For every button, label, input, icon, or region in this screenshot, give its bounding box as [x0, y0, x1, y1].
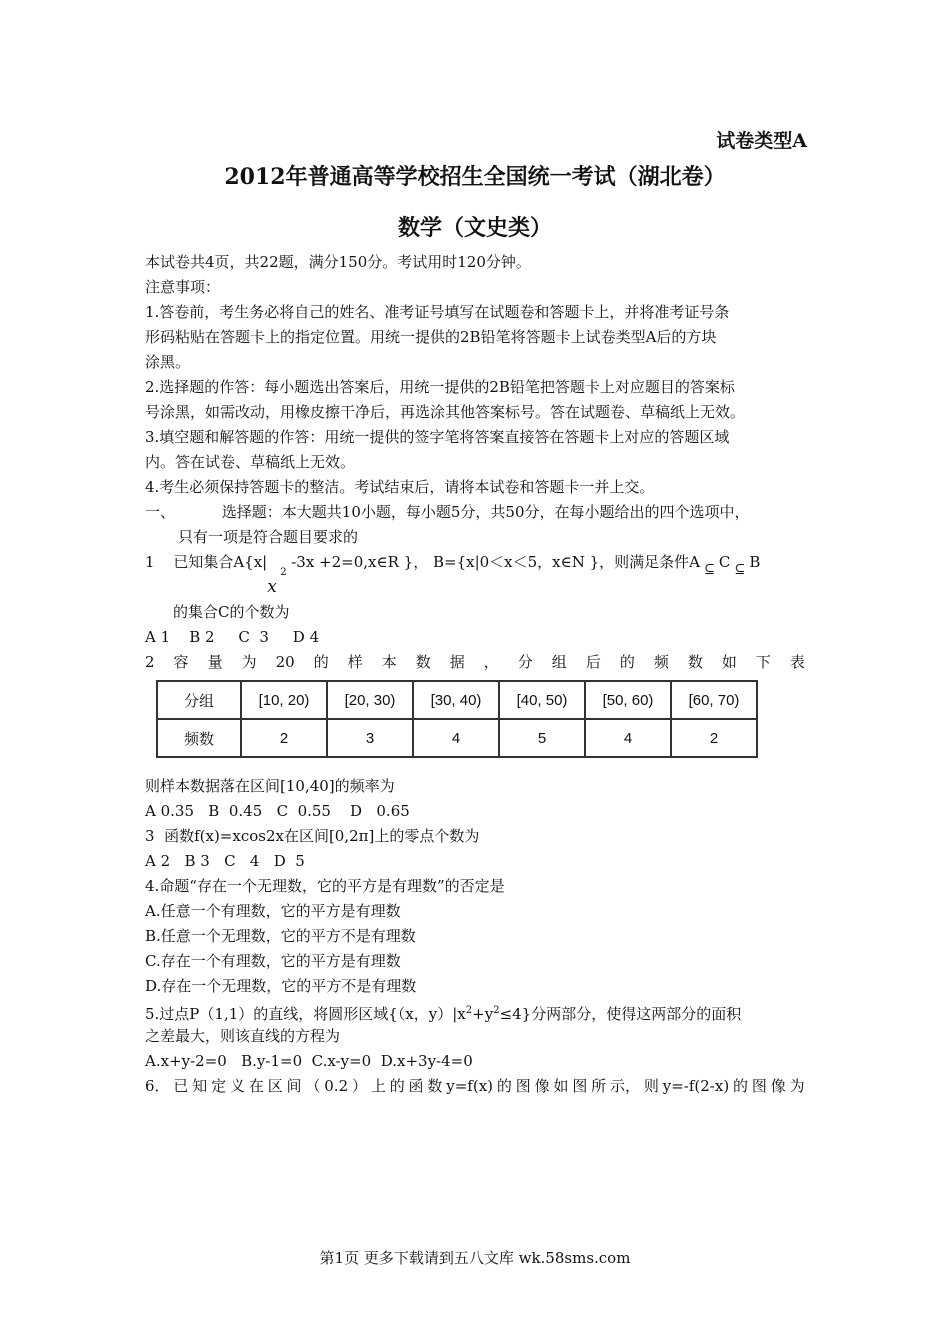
table-cell: [10, 20): [241, 681, 327, 719]
word: 在: [248, 1077, 264, 1095]
word: 为: [241, 653, 257, 671]
exam-title: 2012年普通高等学校招生全国统一考试（湖北卷）: [224, 164, 726, 190]
note-line: 1.答卷前，考生务必将自己的姓名、准考证号填写在试题卷和答题卡上，并将准考证号条: [145, 303, 730, 321]
table-cell: 5: [499, 719, 585, 757]
q4-option-b: B.任意一个无理数，它的平方不是有理数: [145, 927, 416, 945]
word: 如: [721, 653, 737, 671]
frequency-table: [156, 680, 758, 758]
word: 的: [619, 653, 635, 671]
word: 图: [751, 1077, 767, 1095]
word: （: [305, 1077, 321, 1095]
word: 分: [517, 653, 533, 671]
word: 的: [389, 1077, 405, 1095]
word: 的: [313, 653, 329, 671]
section-number: 一、: [145, 503, 176, 521]
question-3: 3 函数f(x)=xcos2x在区间[0,2π]上的零点个数为: [145, 827, 480, 845]
note-line: 形码粘贴在答题卡上的指定位置。用统一提供的2B铅笔将答题卡上试卷类型A后的方块: [145, 328, 717, 346]
section1-heading: [145, 502, 750, 522]
word: 容: [173, 653, 189, 671]
table-cell: 频数: [157, 719, 241, 757]
word: 下: [755, 653, 771, 671]
word: 已: [173, 1077, 189, 1095]
question-2: [145, 652, 805, 672]
word: 定: [211, 1077, 227, 1095]
table-cell: 3: [327, 719, 413, 757]
word: 频: [653, 653, 669, 671]
word: 6．: [145, 1077, 170, 1095]
word: 则: [643, 1077, 659, 1095]
q3-options: A 2 B 3 C 4 D 5: [145, 852, 305, 870]
word: 上: [370, 1077, 386, 1095]
table-cell: 分组: [157, 681, 241, 719]
word: 图: [572, 1077, 588, 1095]
word: 20: [275, 653, 295, 671]
word: 图: [515, 1077, 531, 1095]
q4-option-d: D.存在一个无理数，它的平方不是有理数: [145, 977, 417, 995]
q1-options: A 1 B 2 C 3 D 4: [145, 628, 320, 646]
section1-subheading: 只有一项是符合题目要求的: [178, 528, 359, 546]
word: 后: [585, 653, 601, 671]
word: 所: [591, 1077, 607, 1095]
word: 数: [415, 653, 431, 671]
q1-continuation: 的集合C的个数为: [173, 603, 290, 621]
paper-type-label: 试卷类型A: [716, 130, 807, 152]
note-line: 4.考生必须保持答题卡的整洁。考试结束后，请将本试卷和答题卡一并上交。: [145, 478, 655, 496]
note-line: 号涂黑，如需改动，用橡皮擦干净后，再选涂其他答案标号。答在试题卷、草稿纸上无效。: [145, 403, 746, 421]
table-cell: [60, 70): [671, 681, 757, 719]
table-cell: 2: [241, 719, 327, 757]
table-cell: 4: [585, 719, 671, 757]
q4-option-c: C.存在一个有理数，它的平方是有理数: [145, 952, 401, 970]
word: 区: [267, 1077, 283, 1095]
table-cell: 4: [413, 719, 499, 757]
word: 如: [553, 1077, 569, 1095]
word: 表: [789, 653, 805, 671]
q2-continuation: 则样本数据落在区间[10,40]的频率为: [145, 777, 395, 795]
word: 2: [145, 653, 155, 671]
word: 数: [427, 1077, 443, 1095]
question-6: [145, 1076, 805, 1096]
word: 示，: [610, 1077, 641, 1095]
word: 为: [789, 1077, 805, 1095]
q1-set-b: B: [749, 553, 761, 571]
word: ）: [351, 1077, 367, 1095]
note-line: 2.选择题的作答：每小题选出答案后，用统一提供的2B铅笔把答题卡上对应题目的答案标: [145, 378, 735, 396]
question-4: 4.命题“存在一个无理数，它的平方是有理数”的否定是: [145, 877, 505, 895]
q4-option-a: A.任意一个有理数，它的平方是有理数: [145, 902, 401, 920]
q5-text: +y: [472, 1005, 494, 1023]
word: 组: [551, 653, 567, 671]
q5-text: ≤4}分两部分，使得这两部分的面积: [499, 1005, 742, 1023]
q1-text: -3x +2=0,x∈R }， B={x|0＜x＜5，x∈N }，则满足条件A: [291, 553, 701, 571]
word: 像: [534, 1077, 550, 1095]
note-line: 3.填空题和解答题的作答：用统一提供的签字笔将答案直接答在答题卡上对应的答题区域: [145, 428, 730, 446]
word: 的: [733, 1077, 749, 1095]
notes-heading: 注意事项：: [145, 278, 221, 296]
word: 数: [687, 653, 703, 671]
word: 像: [770, 1077, 786, 1095]
note-line: 内。答在试卷、草稿纸上无效。: [145, 453, 356, 471]
word: y=-f(2-x): [662, 1077, 730, 1095]
word: 义: [229, 1077, 245, 1095]
table-row: [157, 719, 757, 757]
word: 知: [192, 1077, 208, 1095]
table-cell: 2: [671, 719, 757, 757]
word: 的: [496, 1077, 512, 1095]
q5-text: 5.过点P（1,1）的直线，将圆形区域{（x，y）|x: [145, 1005, 466, 1023]
intro-text: 本试卷共4页，共22题，满分150分。考试用时120分钟。: [145, 253, 531, 271]
word: ，: [483, 653, 499, 671]
superscript: 2: [465, 1005, 473, 1016]
question-5: [145, 1001, 741, 1024]
table-cell: [30, 40): [413, 681, 499, 719]
q5-options: A.x+y-2=0 B.y-1=0 C.x-y=0 D.x+3y-4=0: [145, 1052, 473, 1070]
table-cell: [50, 60): [585, 681, 671, 719]
table-cell: [40, 50): [499, 681, 585, 719]
exam-subtitle: 数学（文史类）: [397, 215, 552, 241]
word: 量: [207, 653, 223, 671]
word: y=f(x): [446, 1077, 494, 1095]
table-row: [157, 681, 757, 719]
q5-continuation: 之差最大，则该直线的方程为: [145, 1027, 341, 1045]
subset-symbol: ⊆: [734, 562, 746, 577]
superscript: 2: [493, 1005, 500, 1016]
word: 本: [381, 653, 397, 671]
question-1: 1 已知集合A{x| x 2 -3x +2=0,x∈R }， B={x|0＜x＜5，x∈N }，则满足条件A ⊆ C ⊆ B: [145, 553, 761, 597]
word: 0.2: [324, 1077, 349, 1095]
page-footer: 第1页 更多下载请到五八文库 wk.58sms.com: [319, 1249, 631, 1267]
note-line: 涂黑。: [145, 353, 191, 371]
q1-text: 已知集合A{x|: [173, 553, 268, 571]
word: 据: [449, 653, 465, 671]
q1-set-c: C: [718, 553, 731, 571]
question-number: 1: [145, 553, 155, 571]
q2-options: A 0.35 B 0.45 C 0.55 D 0.65: [145, 802, 410, 820]
subset-symbol: ⊆: [704, 562, 715, 577]
word: 样: [347, 653, 363, 671]
word: 函: [408, 1077, 424, 1095]
table-cell: [20, 30): [327, 681, 413, 719]
word: 间: [286, 1077, 302, 1095]
section-text: 选择题：本大题共10小题，每小题5分，共50分，在每小题给出的四个选项中，: [221, 503, 750, 521]
